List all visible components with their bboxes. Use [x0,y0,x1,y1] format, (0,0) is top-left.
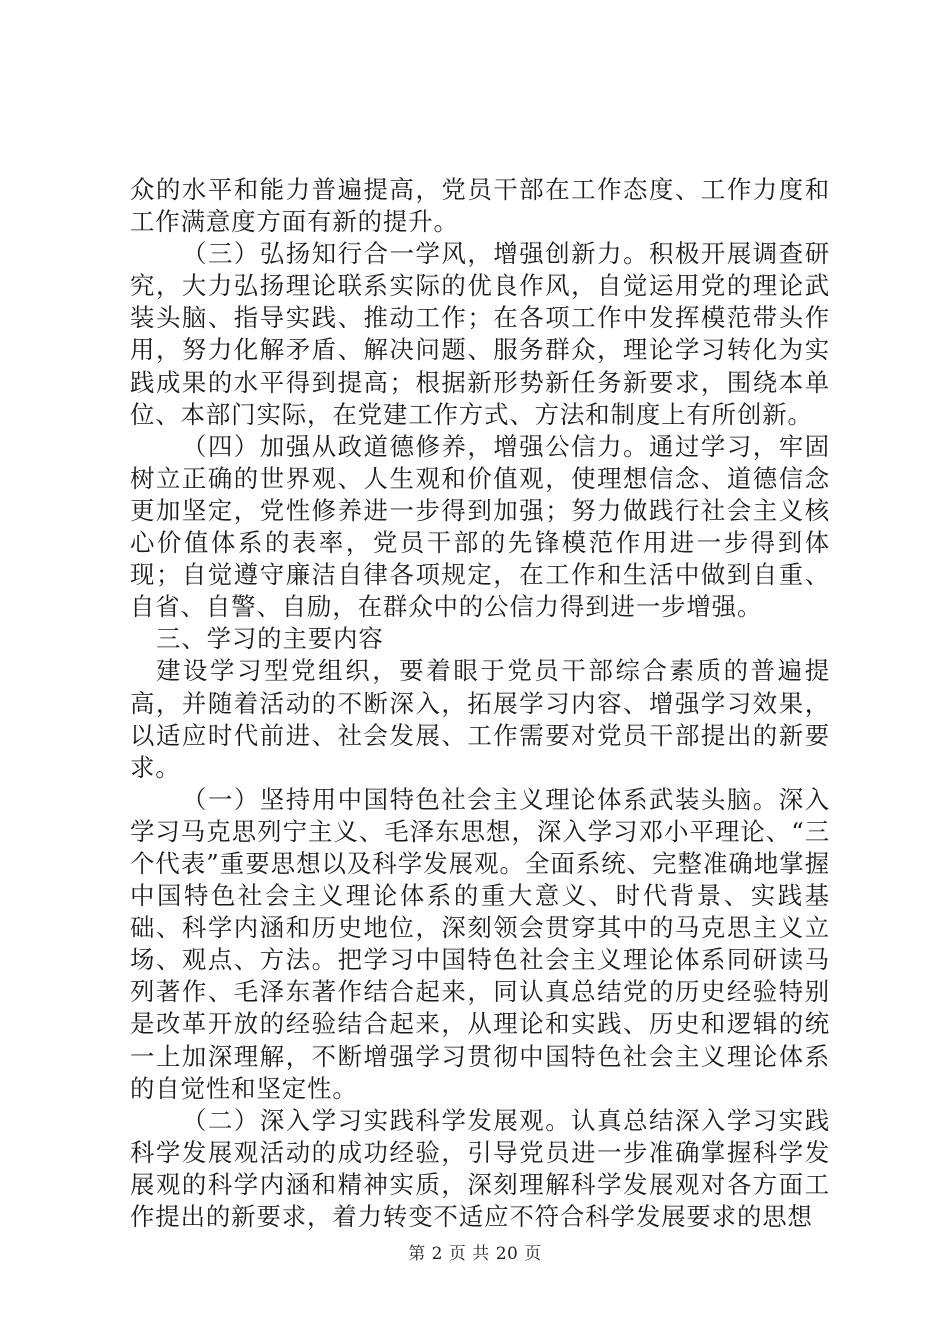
paragraph-section-three: （三）弘扬知行合一学风，增强创新力。积极开展调查研究，大力弘扬理论联系实际的优良作风，自觉运用党的理论武装头脑、指导实践、推动工作；在各项工作中发挥模范带头作用，努力化解矛盾、解决问题、服务群众，理论学习转化为实践成果的水平得到提高；根据新形势新任务新要求，围绕本单位、本部门实际，在党建工作方式、方法和制度上有所创新。 [130,239,830,429]
page-number-footer: 第 2 页 共 20 页 [408,1244,542,1264]
paragraph-section-four: （四）加强从政道德修养，增强公信力。通过学习，牢固树立正确的世界观、人生观和价值观，使理想信念、道德信念更加坚定，党性修养进一步得到加强；努力做践行社会主义核心价值体系的表率，党员干部的先锋模范作用进一步得到体现；自觉遵守廉洁自律各项规定，在工作和生活中做到自重、自省、自警、自励，在群众中的公信力得到进一步增强。 [130,431,830,622]
paragraph-intro-content: 建设学习型党组织，要着眼于党员干部综合素质的普遍提高，并随着活动的不断深入，拓展学习内容、增强学习效果，以适应时代前进、社会发展、工作需要对党员干部提出的新要求。 [130,656,830,782]
paragraph-item-one: （一）坚持用中国特色社会主义理论体系武装头脑。深入学习马克思列宁主义、毛泽东思想，深入学习邓小平理论、“三个代表”重要思想以及科学发展观。全面系统、完整准确地掌握中国特色社会主义理论体系的重大意义、时代背景、实践基础、科学内涵和历史地位，深刻领会贯穿其中的马克思主义立场、观点、方法。把学习中国特色社会主义理论体系同研读马列著作、毛泽东著作结合起来，同认真总结党的历史经验特别是改革开放的经验结合起来，从理论和实践、历史和逻辑的统一上加深理解，不断增强学习贯彻中国特色社会主义理论体系的自觉性和坚定性。 [130,784,830,1103]
document-body [130,174,830,1233]
section-heading-main-content: 三、学习的主要内容 [156,624,384,654]
paragraph-continuation: 众的水平和能力普遍提高，党员干部在工作态度、工作力度和工作满意度方面有新的提升。 [130,175,830,237]
paragraph-item-two: （二）深入学习实践科学发展观。认真总结深入学习实践科学发展观活动的成功经验，引导党员进一步准确掌握科学发展观的科学内涵和精神实质，深刻理解科学发展观对各方面工作提出的新要求，着力转变不适应不符合科学发展要求的思想 [130,1105,830,1231]
